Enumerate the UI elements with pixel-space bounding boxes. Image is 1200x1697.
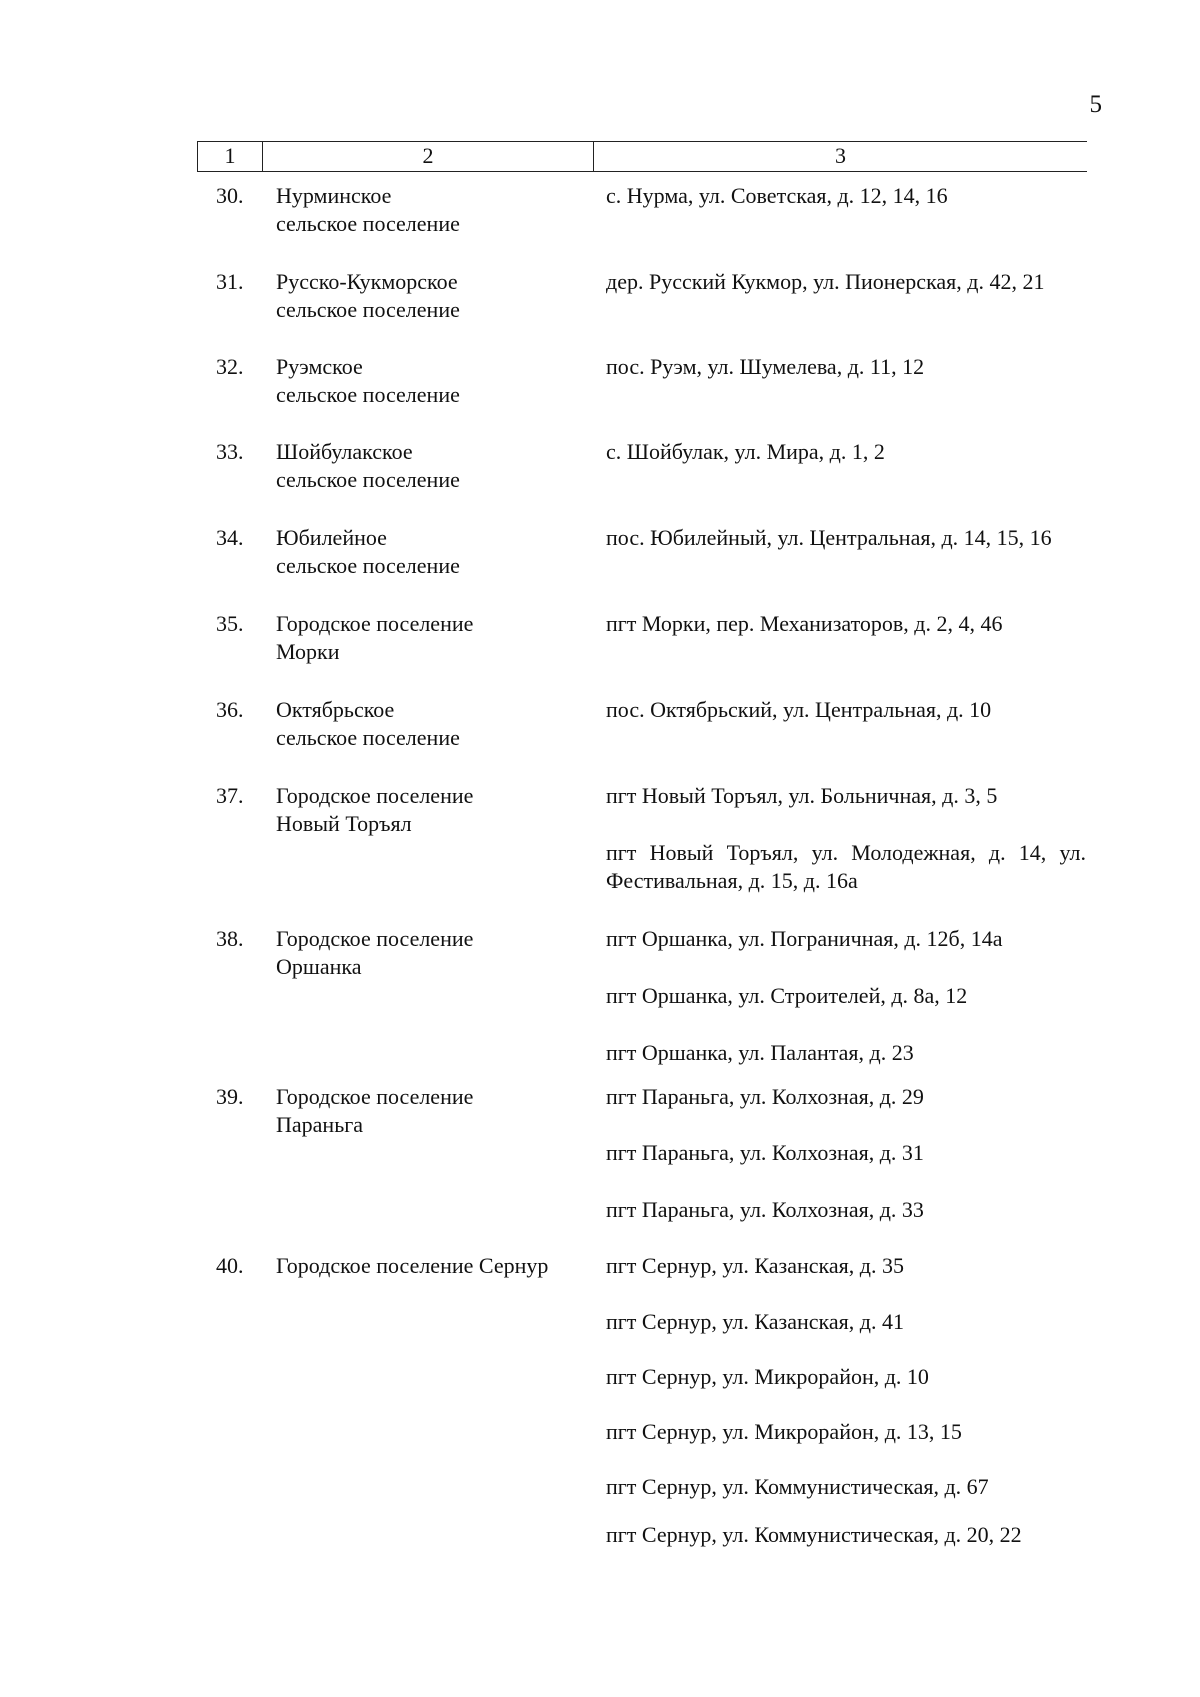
address: с. Нурма, ул. Советская, д. 12, 14, 16	[606, 183, 948, 208]
settlement-name-line: Городское поселение	[276, 611, 474, 636]
header-col-2: 2	[263, 142, 594, 171]
address: пгт Оршанка, ул. Палантая, д. 23	[606, 1040, 914, 1065]
settlement-name-line: Оршанка	[276, 954, 362, 979]
header-col-3: 3	[835, 143, 846, 168]
row-number: 31.	[216, 269, 244, 294]
row-number: 36.	[216, 697, 244, 722]
page-number: 5	[1089, 91, 1102, 118]
row-number: 38.	[216, 926, 244, 951]
address: пгт Сернур, ул. Коммунистическая, д. 67	[606, 1474, 989, 1499]
address: пгт Сернур, ул. Микрорайон, д. 10	[606, 1364, 929, 1389]
settlement-name	[276, 1252, 596, 1280]
settlement-name	[276, 182, 596, 238]
address: пгт Сернур, ул. Казанская, д. 41	[606, 1309, 904, 1334]
settlement-name	[276, 524, 596, 580]
row-number: 35.	[216, 611, 244, 636]
row-number: 30.	[216, 183, 244, 208]
settlement-name-line: сельское поселение	[276, 297, 460, 322]
address: с. Шойбулак, ул. Мира, д. 1, 2	[606, 439, 885, 464]
address: пгт Новый Торъял, ул. Больничная, д. 3, 5	[606, 783, 998, 808]
address: пгт Оршанка, ул. Строителей, д. 8а, 12	[606, 983, 968, 1008]
settlement-name-line: Городское поселение	[276, 926, 474, 951]
settlement-name	[276, 696, 596, 752]
address: пгт Новый Торъял, ул. Молодежная, д. 14, ул. Фестивальная, д. 15, д. 16а	[606, 840, 1086, 893]
address: пос. Октябрьский, ул. Центральная, д. 10	[606, 697, 992, 722]
table-header	[197, 141, 1087, 172]
settlement-name-line: Шойбулакское	[276, 439, 413, 464]
settlement-name	[276, 1083, 596, 1139]
address: пгт Морки, пер. Механизаторов, д. 2, 4, 46	[606, 611, 1003, 636]
settlement-name	[276, 925, 596, 981]
address: пгт Сернур, ул. Микрорайон, д. 13, 15	[606, 1419, 962, 1444]
settlement-name	[276, 782, 596, 838]
settlement-name-line: Новый Торъял	[276, 811, 412, 836]
settlement-name-line: Городское поселение	[276, 1084, 474, 1109]
settlement-name	[276, 268, 596, 324]
settlement-name-line: сельское поселение	[276, 553, 460, 578]
settlement-name-line: сельское поселение	[276, 725, 460, 750]
settlement-name-line: Морки	[276, 639, 340, 664]
settlement-name-line: Параньга	[276, 1112, 364, 1137]
settlement-name-line: Городское поселение Сернур	[276, 1253, 549, 1278]
settlement-name-line: Русско-Кукморское	[276, 269, 458, 294]
settlement-name-line: Нурминское	[276, 183, 392, 208]
row-number: 32.	[216, 354, 244, 379]
settlement-name	[276, 610, 596, 666]
settlement-name	[276, 353, 596, 409]
settlement-name	[276, 438, 596, 494]
header-col-1: 1	[197, 142, 263, 171]
address: пгт Параньга, ул. Колхозная, д. 29	[606, 1084, 924, 1109]
address: пгт Параньга, ул. Колхозная, д. 31	[606, 1140, 924, 1165]
settlement-name-line: Юбилейное	[276, 525, 387, 550]
settlement-name-line: сельское поселение	[276, 211, 460, 236]
address: пос. Юбилейный, ул. Центральная, д. 14, 15, 16	[606, 525, 1052, 550]
row-number: 33.	[216, 439, 244, 464]
address: пгт Сернур, ул. Казанская, д. 35	[606, 1253, 904, 1278]
row-number: 34.	[216, 525, 244, 550]
settlement-name-line: сельское поселение	[276, 382, 460, 407]
address: пгт Параньга, ул. Колхозная, д. 33	[606, 1197, 924, 1222]
row-number: 39.	[216, 1084, 244, 1109]
settlement-name-line: Городское поселение	[276, 783, 474, 808]
row-number: 40.	[216, 1253, 244, 1278]
settlement-name-line: Октябрьское	[276, 697, 395, 722]
address: пгт Сернур, ул. Коммунистическая, д. 20, 22	[606, 1522, 1022, 1547]
address: дер. Русский Кукмор, ул. Пионерская, д. 42, 21	[606, 269, 1045, 294]
address: пос. Руэм, ул. Шумелева, д. 11, 12	[606, 354, 925, 379]
row-number: 37.	[216, 783, 244, 808]
settlement-name-line: сельское поселение	[276, 467, 460, 492]
settlement-name-line: Руэмское	[276, 354, 363, 379]
address: пгт Оршанка, ул. Пограничная, д. 12б, 14а	[606, 926, 1003, 951]
